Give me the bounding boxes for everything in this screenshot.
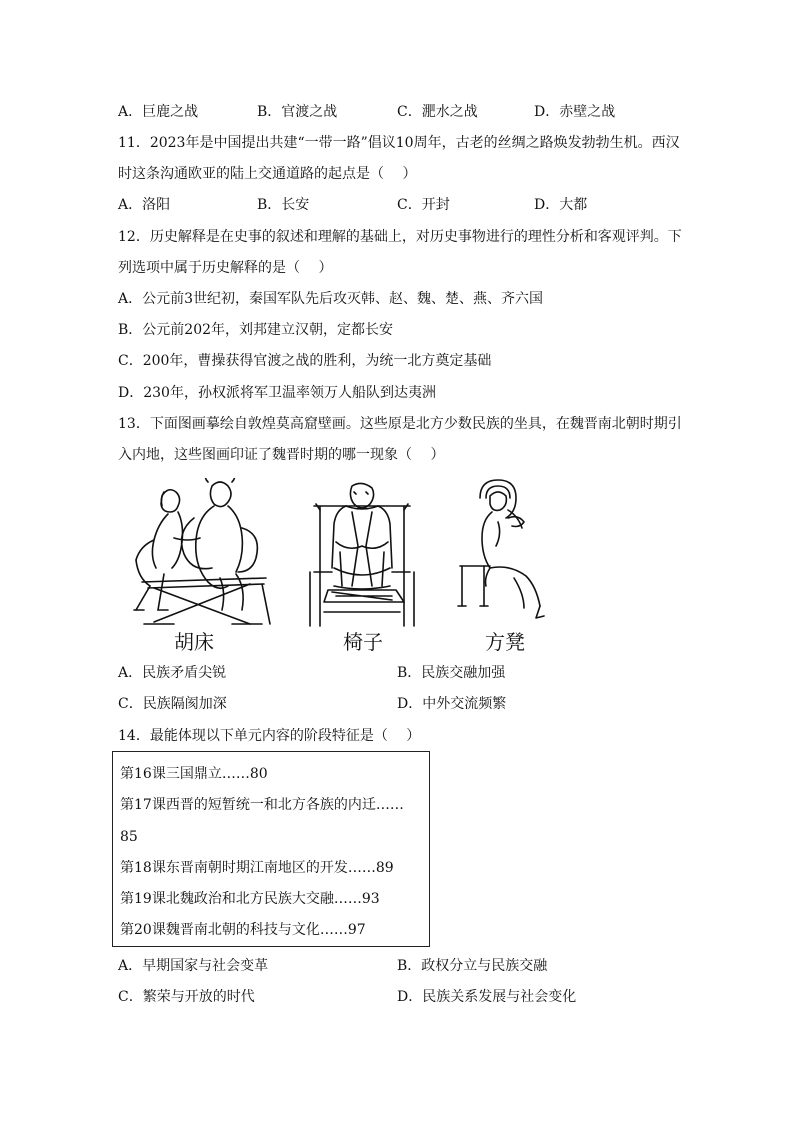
- q11-option-a[interactable]: A．洛阳: [118, 197, 171, 213]
- q11-option-c[interactable]: C．开封: [397, 197, 450, 213]
- q14-table-of-contents: [112, 751, 430, 947]
- figure-label-square-stool: 方凳: [485, 630, 525, 654]
- q14-options-row2: [118, 987, 678, 1007]
- q12-option-c[interactable]: C．200年，曹操获得官渡之战的胜利，为统一北方奠定基础: [118, 353, 492, 369]
- q13-option-b[interactable]: B．民族交融加强: [397, 665, 506, 681]
- toc-item-18: 第18课东晋南朝时期江南地区的开发……89: [120, 860, 394, 876]
- q10-option-a[interactable]: A．巨鹿之战: [118, 104, 199, 120]
- q11-stem-line2: 时这条沟通欧亚的陆上交通道路的起点是（ ）: [118, 166, 417, 182]
- q11-stem-line1: 11．2023年是中国提出共建“一带一路”倡议10周年，古老的丝绸之路焕发勃勃生机。西汉: [118, 135, 680, 151]
- q10-option-b[interactable]: B．官渡之战: [257, 104, 338, 120]
- toc-item-17: 第17课西晋的短暂统一和北方各族的内迁……: [120, 797, 404, 813]
- q14-option-c[interactable]: C．繁荣与开放的时代: [118, 989, 255, 1005]
- q14-option-d[interactable]: D．民族关系发展与社会变化: [397, 989, 577, 1005]
- q12-option-d[interactable]: D．230年，孙权派将军卫温率领万人船队到达夷洲: [118, 385, 436, 401]
- q13-stem-line1: 13．下面图画摹绘自敦煌莫高窟壁画。这些原是北方少数民族的坐具，在魏晋南北朝时期引: [118, 416, 682, 432]
- q13-figures: [118, 478, 558, 658]
- q13-option-c[interactable]: C．民族隔阂加深: [118, 696, 227, 712]
- q13-option-a[interactable]: A．民族矛盾尖锐: [118, 665, 227, 681]
- figure-label-hu-chuang: 胡床: [174, 630, 214, 654]
- toc-item-17-page: 85: [120, 829, 138, 845]
- q13-option-d[interactable]: D．中外交流频繁: [397, 696, 507, 712]
- toc-item-19: 第19课北魏政治和北方民族大交融……93: [120, 891, 380, 907]
- q12-stem-line2: 列选项中属于历史解释的是（ ）: [118, 260, 333, 276]
- q12-option-a[interactable]: A．公元前3世纪初，秦国军队先后攻灭韩、赵、魏、楚、燕、齐六国: [118, 291, 544, 307]
- q12-stem-line1: 12．历史解释是在史事的叙述和理解的基础上，对历史事物进行的理性分析和客观评判。下: [118, 229, 682, 245]
- q11-option-d[interactable]: D．大都: [534, 197, 588, 213]
- hu-chuang-illustration: [124, 478, 274, 626]
- q14-option-b[interactable]: B．政权分立与民族交融: [397, 958, 548, 974]
- toc-item-16: 第16课三国鼎立……80: [120, 766, 268, 782]
- q13-stem-line2: 入内地，这些图画印证了魏晋时期的哪一现象（ ）: [118, 447, 445, 463]
- q14-stem: 14．最能体现以下单元内容的阶段特征是（ ）: [118, 728, 421, 744]
- q10-option-c[interactable]: C．淝水之战: [397, 104, 478, 120]
- q11-option-b[interactable]: B．长安: [257, 197, 310, 213]
- square-stool-illustration: [454, 478, 552, 626]
- q13-options-row2: [118, 694, 678, 714]
- q10-option-d[interactable]: D．赤壁之战: [534, 104, 616, 120]
- q14-option-a[interactable]: A．早期国家与社会变革: [118, 958, 269, 974]
- q14-options-row1: [118, 956, 678, 976]
- q13-options-row1: [118, 663, 678, 683]
- toc-item-20: 第20课魏晋南北朝的科技与文化……97: [120, 922, 366, 938]
- figure-label-chair: 椅子: [343, 630, 383, 654]
- q12-option-b[interactable]: B．公元前202年，刘邦建立汉朝，定都长安: [118, 322, 394, 338]
- chair-illustration: [306, 482, 418, 628]
